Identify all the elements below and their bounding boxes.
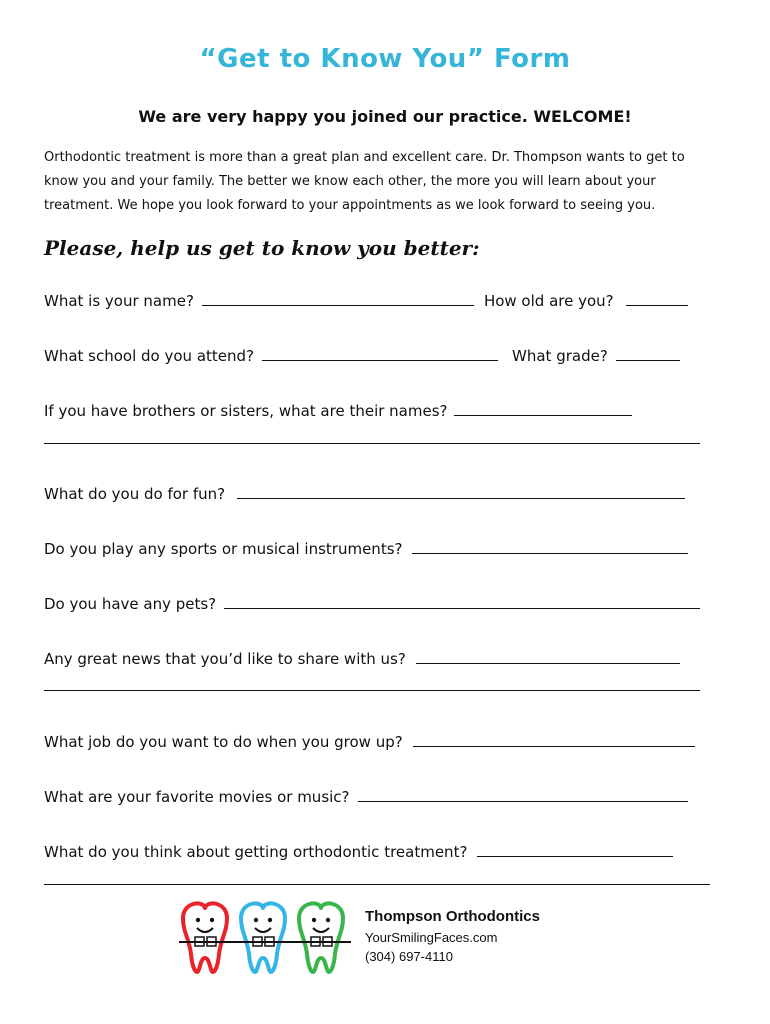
question-row-name [44,288,688,310]
answer-field-fun[interactable] [237,497,685,499]
practice-phone: (304) 697-4110 [365,949,453,964]
answer-field-news[interactable] [416,662,680,664]
section-heading: Please, help us get to know you better: [44,236,480,260]
question-label-ortho: What do you think about getting orthodontic treatment? [44,843,468,861]
answer-field-job[interactable] [413,745,695,747]
practice-website[interactable]: YourSmilingFaces.com [365,930,498,945]
question-row-favorites [44,784,688,806]
red-tooth-icon [183,903,227,972]
question-label-pets: Do you have any pets? [44,595,217,613]
answer-field-pets[interactable] [224,607,700,609]
green-tooth-icon [299,903,343,972]
intro-line: treatment. We hope you look forward to your appointments as we look forward to seeing you. [44,198,656,213]
question-row-fun [44,481,685,503]
question-label-favorites: What are your favorite movies or music? [44,788,350,806]
answer-field-age[interactable] [626,304,688,306]
question-label-news: Any great news that you’d like to share with us? [44,650,406,668]
answer-field-ortho-continued[interactable] [44,884,710,885]
question-row-news [44,646,680,668]
answer-field-siblings-continued[interactable] [44,443,700,444]
question-row-pets [44,591,700,613]
question-label-school: What school do you attend? [44,347,255,365]
intro-paragraph [44,146,734,218]
practice-footer [175,898,595,978]
answer-field-ortho[interactable] [477,855,673,857]
question-label-age: How old are you? [483,292,614,310]
question-row-job [44,729,695,751]
answer-field-school[interactable] [262,359,498,361]
answer-field-siblings[interactable] [454,414,632,416]
question-row-school [44,343,680,365]
smiling-teeth-logo [175,898,355,978]
practice-name: Thompson Orthodontics [365,908,540,925]
answer-field-favorites[interactable] [358,800,688,802]
question-label-fun: What do you do for fun? [44,485,226,503]
intro-line: Orthodontic treatment is more than a great plan and excellent care. Dr. Thompson wants to get to [44,150,685,165]
answer-field-grade[interactable] [616,359,680,361]
question-label-siblings: If you have brothers or sisters, what are their names? [44,402,448,420]
blue-tooth-icon [241,903,285,972]
answer-field-news-continued[interactable] [44,690,700,691]
intro-line: know you and your family. The better we know each other, the more you will learn about your [44,174,656,189]
question-label-grade: What grade? [512,347,608,365]
braces-wire-icon [179,937,351,946]
form-title: “Get to Know You” Form [199,44,571,74]
question-label-job: What job do you want to do when you grow up? [44,733,403,751]
answer-field-sports[interactable] [412,552,688,554]
question-label-sports: Do you play any sports or musical instruments? [44,540,403,558]
question-row-siblings [44,398,632,420]
question-row-sports [44,536,688,558]
question-label-name: What is your name? [44,292,194,310]
welcome-subtitle: We are very happy you joined our practice. WELCOME! [138,107,632,126]
answer-field-name[interactable] [202,304,474,306]
question-row-ortho [44,839,673,861]
